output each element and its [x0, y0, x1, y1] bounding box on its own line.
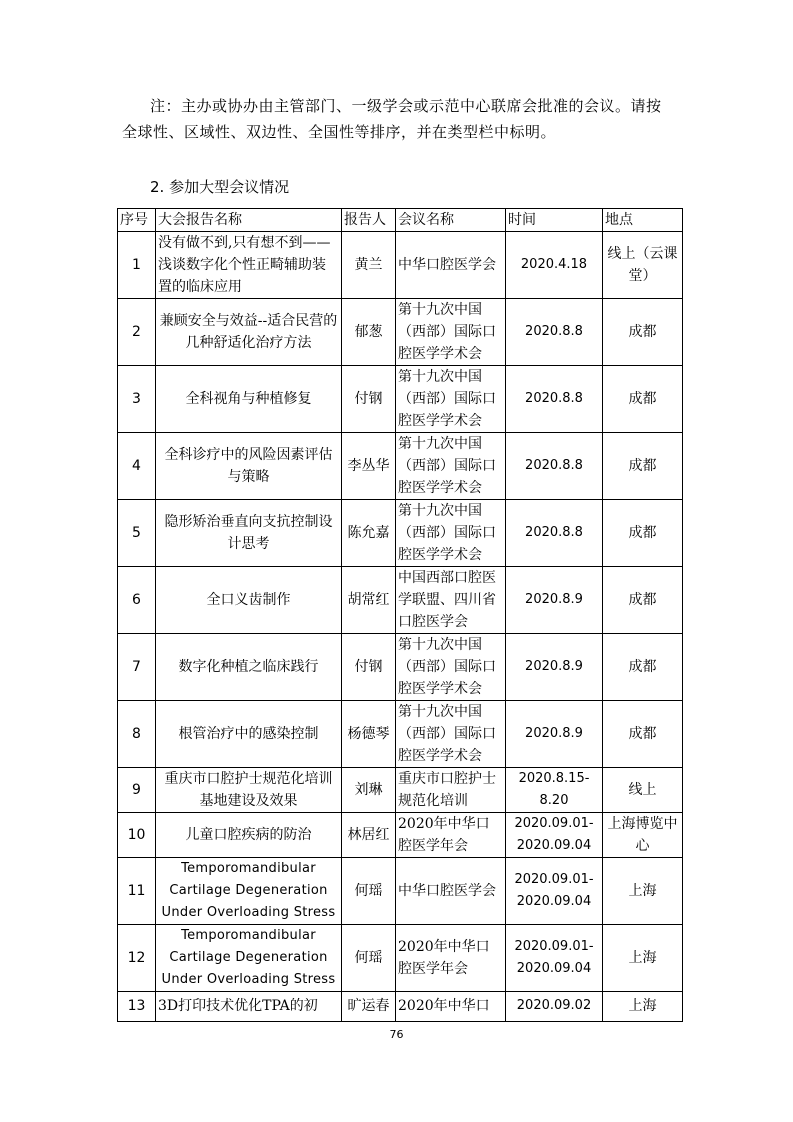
- table-row: [118, 925, 683, 992]
- meeting-time: 2020.8.8: [506, 433, 603, 500]
- meeting-time: 2020.8.9: [506, 634, 603, 701]
- reporter: 李丛华: [342, 433, 396, 500]
- reporter: 胡常红: [342, 567, 396, 634]
- table-row: [118, 433, 683, 500]
- row-number: 12: [118, 925, 156, 992]
- reporter: 付钢: [342, 634, 396, 701]
- meeting-name: 2020年中华口: [396, 992, 506, 1022]
- reporter: 刘琳: [342, 768, 396, 813]
- table-row: [118, 701, 683, 768]
- meeting-time: 2020.8.8: [506, 500, 603, 567]
- meeting-time: 2020.09.01-2020.09.04: [506, 858, 603, 925]
- header-time: 时间: [506, 209, 603, 232]
- row-number: 11: [118, 858, 156, 925]
- row-number: 1: [118, 232, 156, 299]
- row-number: 9: [118, 768, 156, 813]
- report-title: 全口义齿制作: [156, 567, 342, 634]
- meetings-table: [117, 208, 683, 1022]
- meeting-name: 第十九次中国（西部）国际口腔医学学术会: [396, 500, 506, 567]
- meeting-name: 第十九次中国（西部）国际口腔医学学术会: [396, 634, 506, 701]
- section-title: 2. 参加大型会议情况: [150, 178, 290, 196]
- meeting-place: 成都: [603, 701, 683, 768]
- reporter: 何瑶: [342, 925, 396, 992]
- meeting-time: 2020.4.18: [506, 232, 603, 299]
- meeting-time: 2020.8.8: [506, 299, 603, 366]
- table-row: [118, 567, 683, 634]
- row-number: 13: [118, 992, 156, 1022]
- row-number: 7: [118, 634, 156, 701]
- meeting-place: 成都: [603, 433, 683, 500]
- table-row: [118, 500, 683, 567]
- note-paragraph: [122, 93, 682, 145]
- meeting-name: 第十九次中国（西部）国际口腔医学学术会: [396, 433, 506, 500]
- report-title: 兼顾安全与效益--适合民营的几种舒适化治疗方法: [156, 299, 342, 366]
- report-title: 没有做不到,只有想不到——浅谈数字化个性正畸辅助装置的临床应用: [156, 232, 342, 299]
- meeting-place: 上海博览中心: [603, 813, 683, 858]
- header-meeting-name: 会议名称: [396, 209, 506, 232]
- note-line-1: 注：主办或协办由主管部门、一级学会或示范中心联席会批准的会议。请按: [150, 97, 662, 115]
- page-number: 76: [389, 1028, 404, 1041]
- meeting-time: 2020.09.01-2020.09.04: [506, 813, 603, 858]
- table-row: [118, 813, 683, 858]
- row-number: 6: [118, 567, 156, 634]
- table-row: [118, 768, 683, 813]
- meeting-place: 上海: [603, 925, 683, 992]
- meeting-name: 第十九次中国（西部）国际口腔医学学术会: [396, 299, 506, 366]
- report-title: 全科诊疗中的风险因素评估与策略: [156, 433, 342, 500]
- row-number: 2: [118, 299, 156, 366]
- report-title: 数字化种植之临床践行: [156, 634, 342, 701]
- meeting-name: 中华口腔医学会: [396, 858, 506, 925]
- reporter: 林居红: [342, 813, 396, 858]
- meeting-name: 2020年中华口腔医学年会: [396, 925, 506, 992]
- table-row: [118, 232, 683, 299]
- meeting-time: 2020.8.15-8.20: [506, 768, 603, 813]
- report-title: 3D打印技术优化TPA的初: [156, 992, 342, 1022]
- header-number: 序号: [118, 209, 156, 232]
- meeting-name: 重庆市口腔护士规范化培训: [396, 768, 506, 813]
- meeting-time: 2020.8.9: [506, 567, 603, 634]
- meeting-place: 线上（云课堂）: [603, 232, 683, 299]
- meeting-name: 第十九次中国（西部）国际口腔医学学术会: [396, 366, 506, 433]
- row-number: 3: [118, 366, 156, 433]
- row-number: 4: [118, 433, 156, 500]
- report-title: 儿童口腔疾病的防治: [156, 813, 342, 858]
- reporter: 郁葱: [342, 299, 396, 366]
- meeting-place: 成都: [603, 567, 683, 634]
- meeting-name: 中国西部口腔医学联盟、四川省口腔医学会: [396, 567, 506, 634]
- header-place: 地点: [603, 209, 683, 232]
- table-row: [118, 366, 683, 433]
- header-reporter: 报告人: [342, 209, 396, 232]
- table-row: [118, 992, 683, 1022]
- reporter: 黄兰: [342, 232, 396, 299]
- reporter: 何瑶: [342, 858, 396, 925]
- report-title: 隐形矫治垂直向支抗控制设计思考: [156, 500, 342, 567]
- report-title: Temporomandibular Cartilage Degeneration Under Overloading Stress: [156, 925, 342, 992]
- table-row: [118, 299, 683, 366]
- reporter: 杨德琴: [342, 701, 396, 768]
- meeting-name: 2020年中华口腔医学年会: [396, 813, 506, 858]
- report-title: 全科视角与种植修复: [156, 366, 342, 433]
- report-title: 根管治疗中的感染控制: [156, 701, 342, 768]
- meeting-time: 2020.09.02: [506, 992, 603, 1022]
- meeting-place: 成都: [603, 366, 683, 433]
- row-number: 5: [118, 500, 156, 567]
- row-number: 8: [118, 701, 156, 768]
- meeting-place: 上海: [603, 858, 683, 925]
- table-header-row: [118, 209, 683, 232]
- meeting-place: 线上: [603, 768, 683, 813]
- row-number: 10: [118, 813, 156, 858]
- meeting-name: 第十九次中国（西部）国际口腔医学学术会: [396, 701, 506, 768]
- note-line-2: 全球性、区域性、双边性、全国性等排序，并在类型栏中标明。: [122, 123, 557, 141]
- reporter: 陈允嘉: [342, 500, 396, 567]
- meeting-time: 2020.8.9: [506, 701, 603, 768]
- meeting-place: 成都: [603, 299, 683, 366]
- header-report-title: 大会报告名称: [156, 209, 342, 232]
- reporter: 旷运春: [342, 992, 396, 1022]
- table-row: [118, 858, 683, 925]
- meeting-place: 成都: [603, 634, 683, 701]
- report-title: Temporomandibular Cartilage Degeneration Under Overloading Stress: [156, 858, 342, 925]
- table-row: [118, 634, 683, 701]
- report-title: 重庆市口腔护士规范化培训基地建设及效果: [156, 768, 342, 813]
- meeting-name: 中华口腔医学会: [396, 232, 506, 299]
- meeting-time: 2020.8.8: [506, 366, 603, 433]
- meeting-time: 2020.09.01-2020.09.04: [506, 925, 603, 992]
- reporter: 付钢: [342, 366, 396, 433]
- meeting-place: 成都: [603, 500, 683, 567]
- meeting-place: 上海: [603, 992, 683, 1022]
